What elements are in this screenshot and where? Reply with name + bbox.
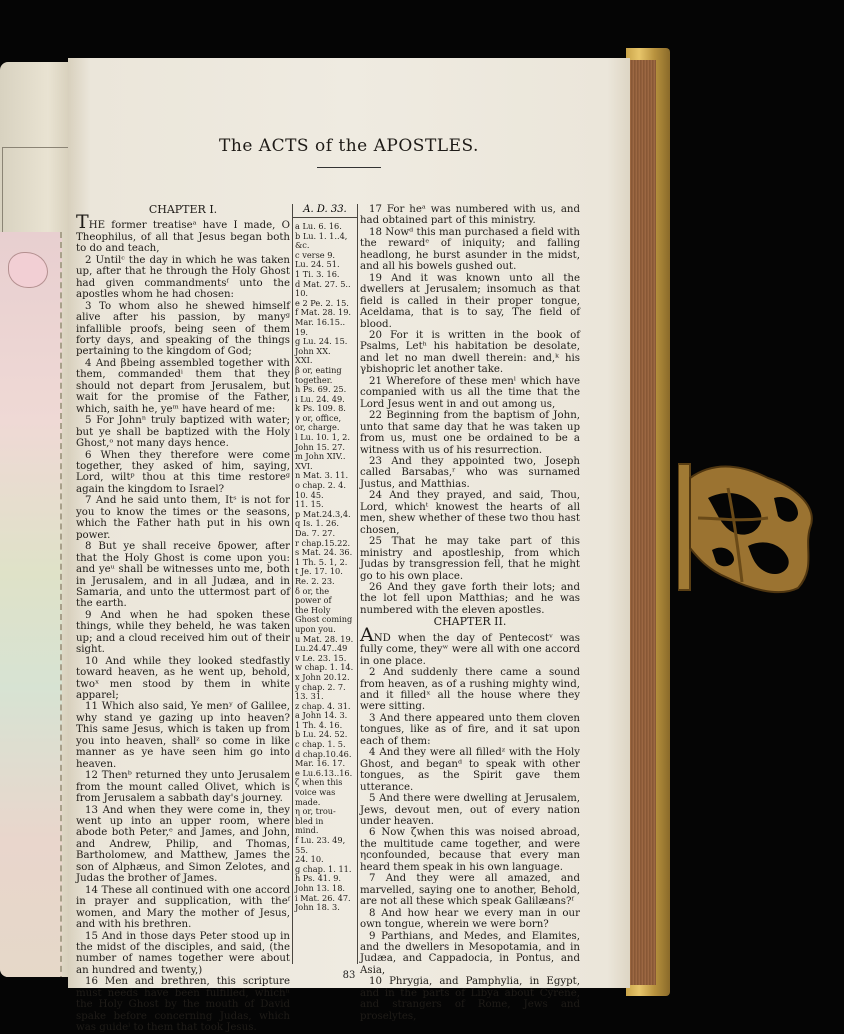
verse: 26 And they gave forth their lots; and the lot fell upon Matthias; and he was numbered with the eleven apostles. bbox=[360, 581, 580, 616]
verse: 18 Nowᵈ this man purchased a field with the rewardᵉ of iniquity; and falling headlong, he burst asunder in the midst, and all his bowels gushed out. bbox=[360, 226, 580, 273]
reference-column bbox=[292, 204, 358, 964]
verse: 9 And when he had spoken these things, while they beheld, he was taken up; and a cloud received him out of their sight. bbox=[76, 609, 290, 656]
verse: 14 These all continued with one accord in prayer and supplication, with theᶠ women, and Mary the mother of Jesus, and with his brethren. bbox=[76, 884, 290, 931]
verse: 7 And they were all amazed, and marvelled, saying one to another, Behold, are not all these which speak Galilæans?ᶠ bbox=[360, 873, 580, 908]
verse: 23 And they appointed two, Joseph called Barsabas,ʳ who was surnamed Justus, and Matthias. bbox=[360, 455, 580, 490]
drop-cap: A bbox=[360, 623, 374, 646]
verse-1 bbox=[360, 623, 580, 667]
verse: 3 And there appeared unto them cloven tongues, like as of fire, and it sat upon each of them: bbox=[360, 712, 580, 747]
verse: 8 But ye shall receive δpower, after that the Holy Ghost is come upon you: and yeᵘ shall be witnesses unto me, both in Jerusalem, and in all Judæa, and in Samaria, and unto the uttermost part of the earth. bbox=[76, 541, 290, 610]
page-number: 83 bbox=[342, 970, 356, 981]
verse: 7 And he said unto them, Itˢ is not for you to know the times or the seasons, which the Father hath put in his own power. bbox=[76, 495, 290, 541]
verse: 10 And while they looked stedfastly toward heaven, as he went up, behold, twoˣ men stood by them in white apparel; bbox=[76, 655, 290, 702]
verse: 9 Parthians, and Medes, and Elamites, and the dwellers in Mesopotamia, and in Judæa, and Cappadocia, in Pontus, and Asia, bbox=[360, 930, 580, 976]
verse: 2 And suddenly there came a sound from heaven, as of a rushing mighty wind, and it filledˣ all the house where they were sitting. bbox=[360, 667, 580, 713]
cross-references: a Lu. 6. 16. b Lu. 1. 1..4, &c. c verse 9. Lu. 24. 51. 1 Ti. 3. 16. d Mat. 27. 5.. 10. e 2 Pe. 2. 15. f Mat. 28. 19. Mar. 16.15.. 19. g Lu. 24. 15. John XX. XXI. β or, eating together. h Ps. 69. 25. i Lu. 24. 49. k Ps. 109. 8. γ or, office, or, charge. l Lu. 10. 1, 2. John 15. 27. m John XIV.. XVI. n Mat. 3. 11. o chap. 2. 4. 10. 45. 11. 15. p Mat.24.3,4. q Is. 1. 26. Da. 7. 27. r chap.15.22. s Mat. 24. 36. 1 Th. 5. 1, 2. t Je. 17. 10. Re. 2. 23. δ or, the power of the Holy Ghost coming upon you. u Mat. 28. 19. Lu.24.47..49 v Le. 23. 15. w chap. 1. 14. x John 20.12. y chap. 2. 7. 13. 31. z chap. 4. 31. a John 14. 3. 1 Th. 4. 16. b Lu. 24. 52. c chap. 1. 5. d chap.10.46. Mar. 16. 17. e Lu.6.13..16. ζ when this voice was made. η or, trou- bled in mind. f Lu. 23. 49, 55. 24. 10. g chap. 1. 11. h Ps. 41. 9. John 13. 18. i Mat. 26. 47. John 18. 3. bbox=[295, 221, 354, 913]
verse: 6 When they therefore were come together, they asked of him, saying, Lord, wiltᵖ thou at this time restoreᵍ again the kingdom to Israel? bbox=[76, 449, 290, 495]
drop-cap: T bbox=[76, 211, 89, 234]
brass-clasp-icon bbox=[678, 458, 820, 598]
verse: 4 And they were all filledᶻ with the Holy Ghost, and beganᵈ to speak with other tongues, as the Spirit gave them utterance. bbox=[360, 747, 580, 793]
verse: 24 And they prayed, and said, Thou, Lord, whichᵗ knowest the hearts of all men, shew whether of these two thou hast chosen, bbox=[360, 490, 580, 536]
year-heading: A. D. 33. bbox=[293, 204, 357, 218]
verse-1 bbox=[76, 211, 290, 255]
verse-1-text: HE former treatiseᵃ have I made, O Theophilus, of all that Jesus began both to do and teach, bbox=[76, 220, 290, 255]
map-land-area bbox=[0, 232, 62, 977]
verse: 15 And in those days Peter stood up in the midst of the disciples, and said, (the number of names together were about an hundred and twenty,) bbox=[76, 930, 290, 976]
chapter-heading: CHAPTER I. bbox=[148, 203, 218, 216]
verse: 17 For heᵃ was numbered with us, and had obtained part of this ministry. bbox=[360, 204, 580, 227]
verse: 12 Thenᵇ returned they unto Jerusalem from the mount called Olivet, which is from Jerusalem a sabbath day's journey. bbox=[76, 770, 290, 805]
verse: 11 Which also said, Ye menʸ of Galilee, why stand ye gazing up into heaven? This same Jesus, which is taken up from you into heaven, shallᶻ so come in like manner as ye have seen him go into heaven. bbox=[76, 701, 290, 770]
verse-1-text: ND when the day of Pentecostᵛ was fully come, theyʷ were all with one accord in one place. bbox=[360, 632, 580, 667]
text-column-right bbox=[360, 204, 580, 1022]
verse: 22 Beginning from the baptism of John, unto that same day that he was taken up from us, must one be ordained to be a witness with us of his resurrection. bbox=[360, 410, 580, 456]
chapter-heading: CHAPTER II. bbox=[433, 615, 507, 629]
text-column-left bbox=[76, 204, 290, 1034]
verse: 6 Now ζwhen this was noised abroad, the multitude came together, and were ηconfounded, because that every man heard them speak in his own language. bbox=[360, 827, 580, 873]
map-island bbox=[8, 252, 48, 288]
verse: 2 Untilᶜ the day in which he was taken up, after that he through the Holy Ghost had given commandmentsᶠ unto the apostles whom he had chosen: bbox=[76, 254, 290, 301]
page-title: The ACTS of the APOSTLES. bbox=[219, 136, 479, 156]
verse: 5 And there were dwelling at Jerusalem, Jews, devout men, out of every nation under heaven. bbox=[360, 793, 580, 828]
verse: 8 And how hear we every man in our own tongue, wherein we were born? bbox=[360, 907, 580, 931]
verse: 3 To whom also he shewed himself alive after his passion, by manyᵍ infallible proofs, being seen of them forty days, and speaking of the things pertaining to the kingdom of God; bbox=[76, 300, 290, 358]
verse: 5 For Johnⁿ truly baptized with water; but ye shall be baptized with the Holy Ghost,ᵒ not many days hence. bbox=[76, 415, 290, 450]
page-fore-edge bbox=[626, 60, 656, 985]
verse: 16 Men and brethren, this scripture must needs have been fulfilled, whichʰ the Holy Ghost by the mouth of David spake before concerning Judas, which was guideⁱ to them that took Jesus. bbox=[76, 976, 290, 1034]
verse: 19 And it was known unto all the dwellers at Jerusalem; insomuch as that field is called in their proper tongue, Aceldama, that is to say, The field of blood. bbox=[360, 272, 580, 330]
verse: 10 Phrygia, and Pamphylia, in Egypt, and in the parts of Libya about Cyrene, and strangers of Rome, Jews and proselytes, bbox=[360, 976, 580, 1022]
verse: 4 And βbeing assembled together with them, commandedⁱ them that they should not depart from Jerusalem, but wait for the promise of the Father, which, saith he, yeᵐ have heard of me: bbox=[76, 357, 290, 415]
title-rule bbox=[317, 167, 381, 168]
bible-page bbox=[68, 58, 630, 1034]
verse: 20 For it is written in the book of Psalms, Letʰ his habitation be desolate, and let no man dwell therein: and,ᵏ his γbishopric let another take. bbox=[360, 329, 580, 376]
verse: 21 Wherefore of these menˡ which have companied with us all the time that the Lord Jesus went in and out among us, bbox=[360, 375, 580, 410]
verse: 25 That he may take part of this ministry and apostleship, from which Judas by transgression fell, that he might go to his own place. bbox=[360, 536, 580, 582]
verse: 13 And when they were come in, they went up into an upper room, where abode both Peter,ᵉ and James, and John, and Andrew, Philip, and Thomas, Bartholomew, and Matthew, James the son of Alphæus, and Simon Zelotes, and Judas the brother of James. bbox=[76, 804, 290, 885]
